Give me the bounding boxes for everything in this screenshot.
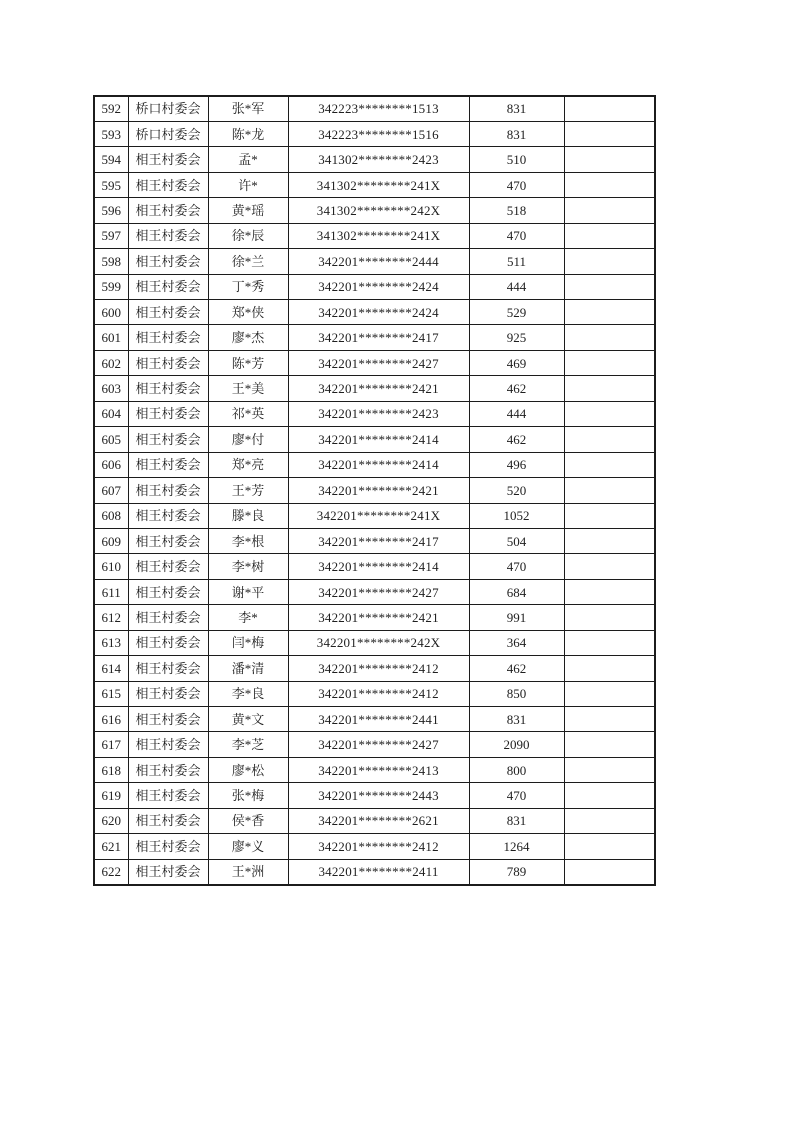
- row-number-cell: 603: [94, 376, 128, 401]
- amount-cell: 831: [469, 808, 564, 833]
- village-cell: 相王村委会: [128, 503, 208, 528]
- table-row: [94, 478, 655, 503]
- name-cell: 郑*亮: [208, 452, 288, 477]
- id-number-cell: 342201********2412: [288, 834, 469, 859]
- remark-cell: [564, 478, 655, 503]
- table-row: [94, 121, 655, 146]
- name-cell: 潘*清: [208, 656, 288, 681]
- village-cell: 相王村委会: [128, 325, 208, 350]
- remark-cell: [564, 147, 655, 172]
- village-cell: 相王村委会: [128, 528, 208, 553]
- village-cell: 相王村委会: [128, 554, 208, 579]
- amount-cell: 520: [469, 478, 564, 503]
- amount-cell: 470: [469, 223, 564, 248]
- table-row: [94, 376, 655, 401]
- id-number-cell: 342201********2412: [288, 656, 469, 681]
- table-body: [94, 96, 655, 885]
- village-cell: 相王村委会: [128, 427, 208, 452]
- remark-cell: [564, 859, 655, 884]
- amount-cell: 444: [469, 274, 564, 299]
- village-cell: 相王村委会: [128, 605, 208, 630]
- name-cell: 张*梅: [208, 783, 288, 808]
- remark-cell: [564, 376, 655, 401]
- table-row: [94, 808, 655, 833]
- remark-cell: [564, 783, 655, 808]
- id-number-cell: 342201********2423: [288, 401, 469, 426]
- village-cell: 相王村委会: [128, 147, 208, 172]
- remark-cell: [564, 452, 655, 477]
- amount-cell: 925: [469, 325, 564, 350]
- name-cell: 徐*辰: [208, 223, 288, 248]
- row-number-cell: 604: [94, 401, 128, 426]
- table-row: [94, 249, 655, 274]
- village-cell: 相王村委会: [128, 732, 208, 757]
- table-row: [94, 147, 655, 172]
- name-cell: 李*良: [208, 681, 288, 706]
- amount-cell: 1264: [469, 834, 564, 859]
- row-number-cell: 609: [94, 528, 128, 553]
- table-row: [94, 350, 655, 375]
- remark-cell: [564, 427, 655, 452]
- row-number-cell: 611: [94, 579, 128, 604]
- remark-cell: [564, 656, 655, 681]
- remark-cell: [564, 630, 655, 655]
- row-number-cell: 617: [94, 732, 128, 757]
- village-cell: 相王村委会: [128, 579, 208, 604]
- id-number-cell: 341302********242X: [288, 198, 469, 223]
- remark-cell: [564, 274, 655, 299]
- id-number-cell: 342201********241X: [288, 503, 469, 528]
- table-row: [94, 579, 655, 604]
- remark-cell: [564, 808, 655, 833]
- table-row: [94, 834, 655, 859]
- id-number-cell: 342201********2424: [288, 274, 469, 299]
- remark-cell: [564, 249, 655, 274]
- id-number-cell: 342201********2441: [288, 707, 469, 732]
- row-number-cell: 606: [94, 452, 128, 477]
- remark-cell: [564, 554, 655, 579]
- table-row: [94, 452, 655, 477]
- row-number-cell: 592: [94, 96, 128, 121]
- amount-cell: 518: [469, 198, 564, 223]
- remark-cell: [564, 223, 655, 248]
- row-number-cell: 596: [94, 198, 128, 223]
- village-cell: 相王村委会: [128, 172, 208, 197]
- row-number-cell: 614: [94, 656, 128, 681]
- amount-cell: 684: [469, 579, 564, 604]
- id-number-cell: 342201********2414: [288, 427, 469, 452]
- village-cell: 相王村委会: [128, 452, 208, 477]
- name-cell: 谢*平: [208, 579, 288, 604]
- name-cell: 闫*梅: [208, 630, 288, 655]
- name-cell: 李*根: [208, 528, 288, 553]
- table-row: [94, 707, 655, 732]
- row-number-cell: 599: [94, 274, 128, 299]
- remark-cell: [564, 528, 655, 553]
- remark-cell: [564, 401, 655, 426]
- table-row: [94, 401, 655, 426]
- id-number-cell: 342201********2412: [288, 681, 469, 706]
- amount-cell: 511: [469, 249, 564, 274]
- row-number-cell: 597: [94, 223, 128, 248]
- row-number-cell: 594: [94, 147, 128, 172]
- village-cell: 相王村委会: [128, 681, 208, 706]
- table-row: [94, 503, 655, 528]
- row-number-cell: 602: [94, 350, 128, 375]
- name-cell: 黄*文: [208, 707, 288, 732]
- table-container: [93, 95, 656, 886]
- amount-cell: 831: [469, 121, 564, 146]
- table-row: [94, 325, 655, 350]
- name-cell: 李*: [208, 605, 288, 630]
- row-number-cell: 608: [94, 503, 128, 528]
- amount-cell: 2090: [469, 732, 564, 757]
- amount-cell: 496: [469, 452, 564, 477]
- table-row: [94, 757, 655, 782]
- id-number-cell: 342201********2443: [288, 783, 469, 808]
- table-row: [94, 732, 655, 757]
- name-cell: 陈*芳: [208, 350, 288, 375]
- village-cell: 相王村委会: [128, 834, 208, 859]
- remark-cell: [564, 172, 655, 197]
- id-number-cell: 342201********2413: [288, 757, 469, 782]
- amount-cell: 462: [469, 427, 564, 452]
- village-cell: 相王村委会: [128, 808, 208, 833]
- name-cell: 李*芝: [208, 732, 288, 757]
- id-number-cell: 342201********2421: [288, 478, 469, 503]
- village-cell: 相王村委会: [128, 478, 208, 503]
- amount-cell: 462: [469, 656, 564, 681]
- row-number-cell: 621: [94, 834, 128, 859]
- amount-cell: 469: [469, 350, 564, 375]
- amount-cell: 831: [469, 707, 564, 732]
- row-number-cell: 605: [94, 427, 128, 452]
- table-row: [94, 274, 655, 299]
- row-number-cell: 612: [94, 605, 128, 630]
- id-number-cell: 341302********2423: [288, 147, 469, 172]
- amount-cell: 529: [469, 300, 564, 325]
- village-cell: 相王村委会: [128, 376, 208, 401]
- remark-cell: [564, 605, 655, 630]
- amount-cell: 364: [469, 630, 564, 655]
- name-cell: 丁*秀: [208, 274, 288, 299]
- village-cell: 相王村委会: [128, 630, 208, 655]
- name-cell: 黄*瑶: [208, 198, 288, 223]
- remark-cell: [564, 732, 655, 757]
- row-number-cell: 600: [94, 300, 128, 325]
- remark-cell: [564, 503, 655, 528]
- id-number-cell: 342201********2417: [288, 325, 469, 350]
- name-cell: 许*: [208, 172, 288, 197]
- amount-cell: 800: [469, 757, 564, 782]
- amount-cell: 831: [469, 96, 564, 121]
- row-number-cell: 616: [94, 707, 128, 732]
- name-cell: 郑*侠: [208, 300, 288, 325]
- name-cell: 孟*: [208, 147, 288, 172]
- table-row: [94, 300, 655, 325]
- id-number-cell: 342201********2417: [288, 528, 469, 553]
- id-number-cell: 341302********241X: [288, 223, 469, 248]
- row-number-cell: 619: [94, 783, 128, 808]
- amount-cell: 789: [469, 859, 564, 884]
- row-number-cell: 595: [94, 172, 128, 197]
- table-row: [94, 630, 655, 655]
- row-number-cell: 610: [94, 554, 128, 579]
- village-cell: 相王村委会: [128, 300, 208, 325]
- row-number-cell: 601: [94, 325, 128, 350]
- id-number-cell: 342223********1516: [288, 121, 469, 146]
- name-cell: 王*洲: [208, 859, 288, 884]
- village-cell: 相王村委会: [128, 707, 208, 732]
- remark-cell: [564, 300, 655, 325]
- amount-cell: 850: [469, 681, 564, 706]
- name-cell: 王*美: [208, 376, 288, 401]
- amount-cell: 1052: [469, 503, 564, 528]
- village-cell: 相王村委会: [128, 274, 208, 299]
- amount-cell: 462: [469, 376, 564, 401]
- id-number-cell: 342201********2444: [288, 249, 469, 274]
- name-cell: 廖*松: [208, 757, 288, 782]
- amount-cell: 510: [469, 147, 564, 172]
- remark-cell: [564, 707, 655, 732]
- village-cell: 相王村委会: [128, 198, 208, 223]
- remark-cell: [564, 198, 655, 223]
- row-number-cell: 598: [94, 249, 128, 274]
- amount-cell: 504: [469, 528, 564, 553]
- amount-cell: 470: [469, 783, 564, 808]
- amount-cell: 470: [469, 172, 564, 197]
- village-cell: 相王村委会: [128, 249, 208, 274]
- table-row: [94, 859, 655, 884]
- row-number-cell: 622: [94, 859, 128, 884]
- row-number-cell: 613: [94, 630, 128, 655]
- name-cell: 侯*香: [208, 808, 288, 833]
- row-number-cell: 615: [94, 681, 128, 706]
- id-number-cell: 342201********242X: [288, 630, 469, 655]
- village-cell: 相王村委会: [128, 656, 208, 681]
- remark-cell: [564, 350, 655, 375]
- village-cell: 相王村委会: [128, 757, 208, 782]
- id-number-cell: 342201********2411: [288, 859, 469, 884]
- table-row: [94, 223, 655, 248]
- row-number-cell: 620: [94, 808, 128, 833]
- table-row: [94, 656, 655, 681]
- amount-cell: 470: [469, 554, 564, 579]
- name-cell: 徐*兰: [208, 249, 288, 274]
- table-row: [94, 681, 655, 706]
- village-cell: 相王村委会: [128, 783, 208, 808]
- name-cell: 张*军: [208, 96, 288, 121]
- remark-cell: [564, 325, 655, 350]
- table-row: [94, 198, 655, 223]
- row-number-cell: 607: [94, 478, 128, 503]
- table-row: [94, 172, 655, 197]
- id-number-cell: 342201********2421: [288, 605, 469, 630]
- name-cell: 廖*义: [208, 834, 288, 859]
- id-number-cell: 342201********2427: [288, 350, 469, 375]
- id-number-cell: 342201********2414: [288, 452, 469, 477]
- table-row: [94, 528, 655, 553]
- table-row: [94, 427, 655, 452]
- id-number-cell: 342201********2621: [288, 808, 469, 833]
- village-cell: 相王村委会: [128, 401, 208, 426]
- village-cell: 相王村委会: [128, 859, 208, 884]
- name-cell: 王*芳: [208, 478, 288, 503]
- remark-cell: [564, 579, 655, 604]
- village-cell: 桥口村委会: [128, 121, 208, 146]
- id-number-cell: 341302********241X: [288, 172, 469, 197]
- id-number-cell: 342201********2424: [288, 300, 469, 325]
- table-row: [94, 554, 655, 579]
- village-cell: 桥口村委会: [128, 96, 208, 121]
- village-cell: 相王村委会: [128, 223, 208, 248]
- remark-cell: [564, 121, 655, 146]
- name-cell: 李*树: [208, 554, 288, 579]
- name-cell: 祁*英: [208, 401, 288, 426]
- name-cell: 滕*良: [208, 503, 288, 528]
- id-number-cell: 342201********2427: [288, 579, 469, 604]
- remark-cell: [564, 96, 655, 121]
- beneficiary-table: [93, 95, 656, 886]
- remark-cell: [564, 757, 655, 782]
- id-number-cell: 342201********2427: [288, 732, 469, 757]
- id-number-cell: 342201********2414: [288, 554, 469, 579]
- table-row: [94, 605, 655, 630]
- row-number-cell: 593: [94, 121, 128, 146]
- id-number-cell: 342201********2421: [288, 376, 469, 401]
- id-number-cell: 342223********1513: [288, 96, 469, 121]
- amount-cell: 444: [469, 401, 564, 426]
- remark-cell: [564, 834, 655, 859]
- row-number-cell: 618: [94, 757, 128, 782]
- remark-cell: [564, 681, 655, 706]
- name-cell: 陈*龙: [208, 121, 288, 146]
- amount-cell: 991: [469, 605, 564, 630]
- village-cell: 相王村委会: [128, 350, 208, 375]
- name-cell: 廖*付: [208, 427, 288, 452]
- table-row: [94, 783, 655, 808]
- name-cell: 廖*杰: [208, 325, 288, 350]
- table-row: [94, 96, 655, 121]
